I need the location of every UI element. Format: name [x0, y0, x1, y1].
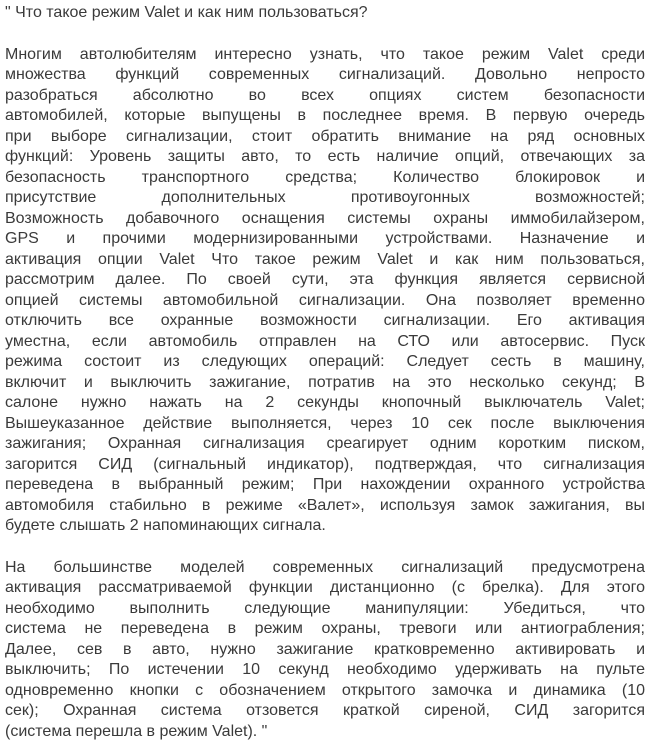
article-title: " Что такое режим Valet и как ним пользоваться?	[5, 3, 645, 24]
text-line: На большинстве моделей современных сигнализаций предусмотрена	[5, 558, 645, 579]
text-line: одновременно кнопки с обозначением открытого замочка и динамика (10	[5, 681, 645, 702]
text-line: салоне нужно нажать на 2 секунды кнопочный выключатель Valet;	[5, 393, 645, 414]
text-line: система не переведена в режим охраны, тревоги или антиограбления;	[5, 619, 645, 640]
text-line: Возможность добавочного оснащения системы охраны иммобилайзером,	[5, 209, 645, 230]
article-text	[5, 3, 645, 742]
text-line: отключить все охранные возможности сигнализации. Его активация	[5, 311, 645, 332]
text-line: выключить; По истечении 10 секунд необходимо удерживать на пульте	[5, 660, 645, 681]
text-line: множества функций современных сигнализаций. Довольно непросто	[5, 65, 645, 86]
text-line: режима состоит из следующих операций: Следует сесть в машину,	[5, 352, 645, 373]
text-line: автомобиля стабильно в режиме «Валет», используя замок зажигания, вы	[5, 496, 645, 517]
text-line: включит и выключить зажигание, потратив на это несколько секунд; В	[5, 373, 645, 394]
text-line: активация рассматриваемой функции дистанционно (с брелка). Для этого	[5, 578, 645, 599]
text-line: загорится СИД (сигнальный индикатор), подтверждая, что сигнализация	[5, 455, 645, 476]
text-line: при выборе сигнализации, стоит обратить внимание на ряд основных	[5, 127, 645, 148]
text-line: присутствие дополнительных противоугонных возможностей;	[5, 188, 645, 209]
text-line: активация опции Valet Что такое режим Valet и как ним пользоваться,	[5, 250, 645, 271]
text-line: Далее, сев в авто, нужно зажигание кратковременно активировать и	[5, 640, 645, 661]
text-line: необходимо выполнить следующие манипуляции: Убедиться, что	[5, 599, 645, 620]
text-line: уместна, если автомобиль отправлен на СТО или автосервис. Пуск	[5, 332, 645, 353]
text-line: автомобилей, которые выпущены в последнее время. В первую очередь	[5, 106, 645, 127]
text-line: GPS и прочими модернизированными устройствами. Назначение и	[5, 229, 645, 250]
text-line: (система перешла в режим Valet). "	[5, 722, 645, 742]
text-line: переведена в выбранный режим; При нахождении охранного устройства	[5, 475, 645, 496]
paragraph-1	[5, 45, 645, 537]
paragraph-2	[5, 558, 645, 742]
text-line: будете слышать 2 напоминающих сигнала.	[5, 516, 645, 537]
text-line: зажигания; Охранная сигнализация среагирует одним коротким писком,	[5, 434, 645, 455]
paragraph-gap	[5, 537, 645, 558]
text-line: сек); Охранная система отзовется краткой сиреной, СИД загорится	[5, 701, 645, 722]
text-line: разобраться абсолютно во всех опциях систем безопасности	[5, 86, 645, 107]
text-line: Многим автолюбителям интересно узнать, что такое режим Valet среди	[5, 45, 645, 66]
text-line: функций: Уровень защиты авто, то есть наличие опций, отвечающих за	[5, 147, 645, 168]
text-line: Вышеуказанное действие выполняется, через 10 сек после выключения	[5, 414, 645, 435]
paragraph-gap	[5, 24, 645, 45]
text-line: рассмотрим далее. По своей сути, эта функция является сервисной	[5, 270, 645, 291]
text-line: опцией системы автомобильной сигнализации. Она позволяет временно	[5, 291, 645, 312]
text-line: безопасность транспортного средства; Количество блокировок и	[5, 168, 645, 189]
